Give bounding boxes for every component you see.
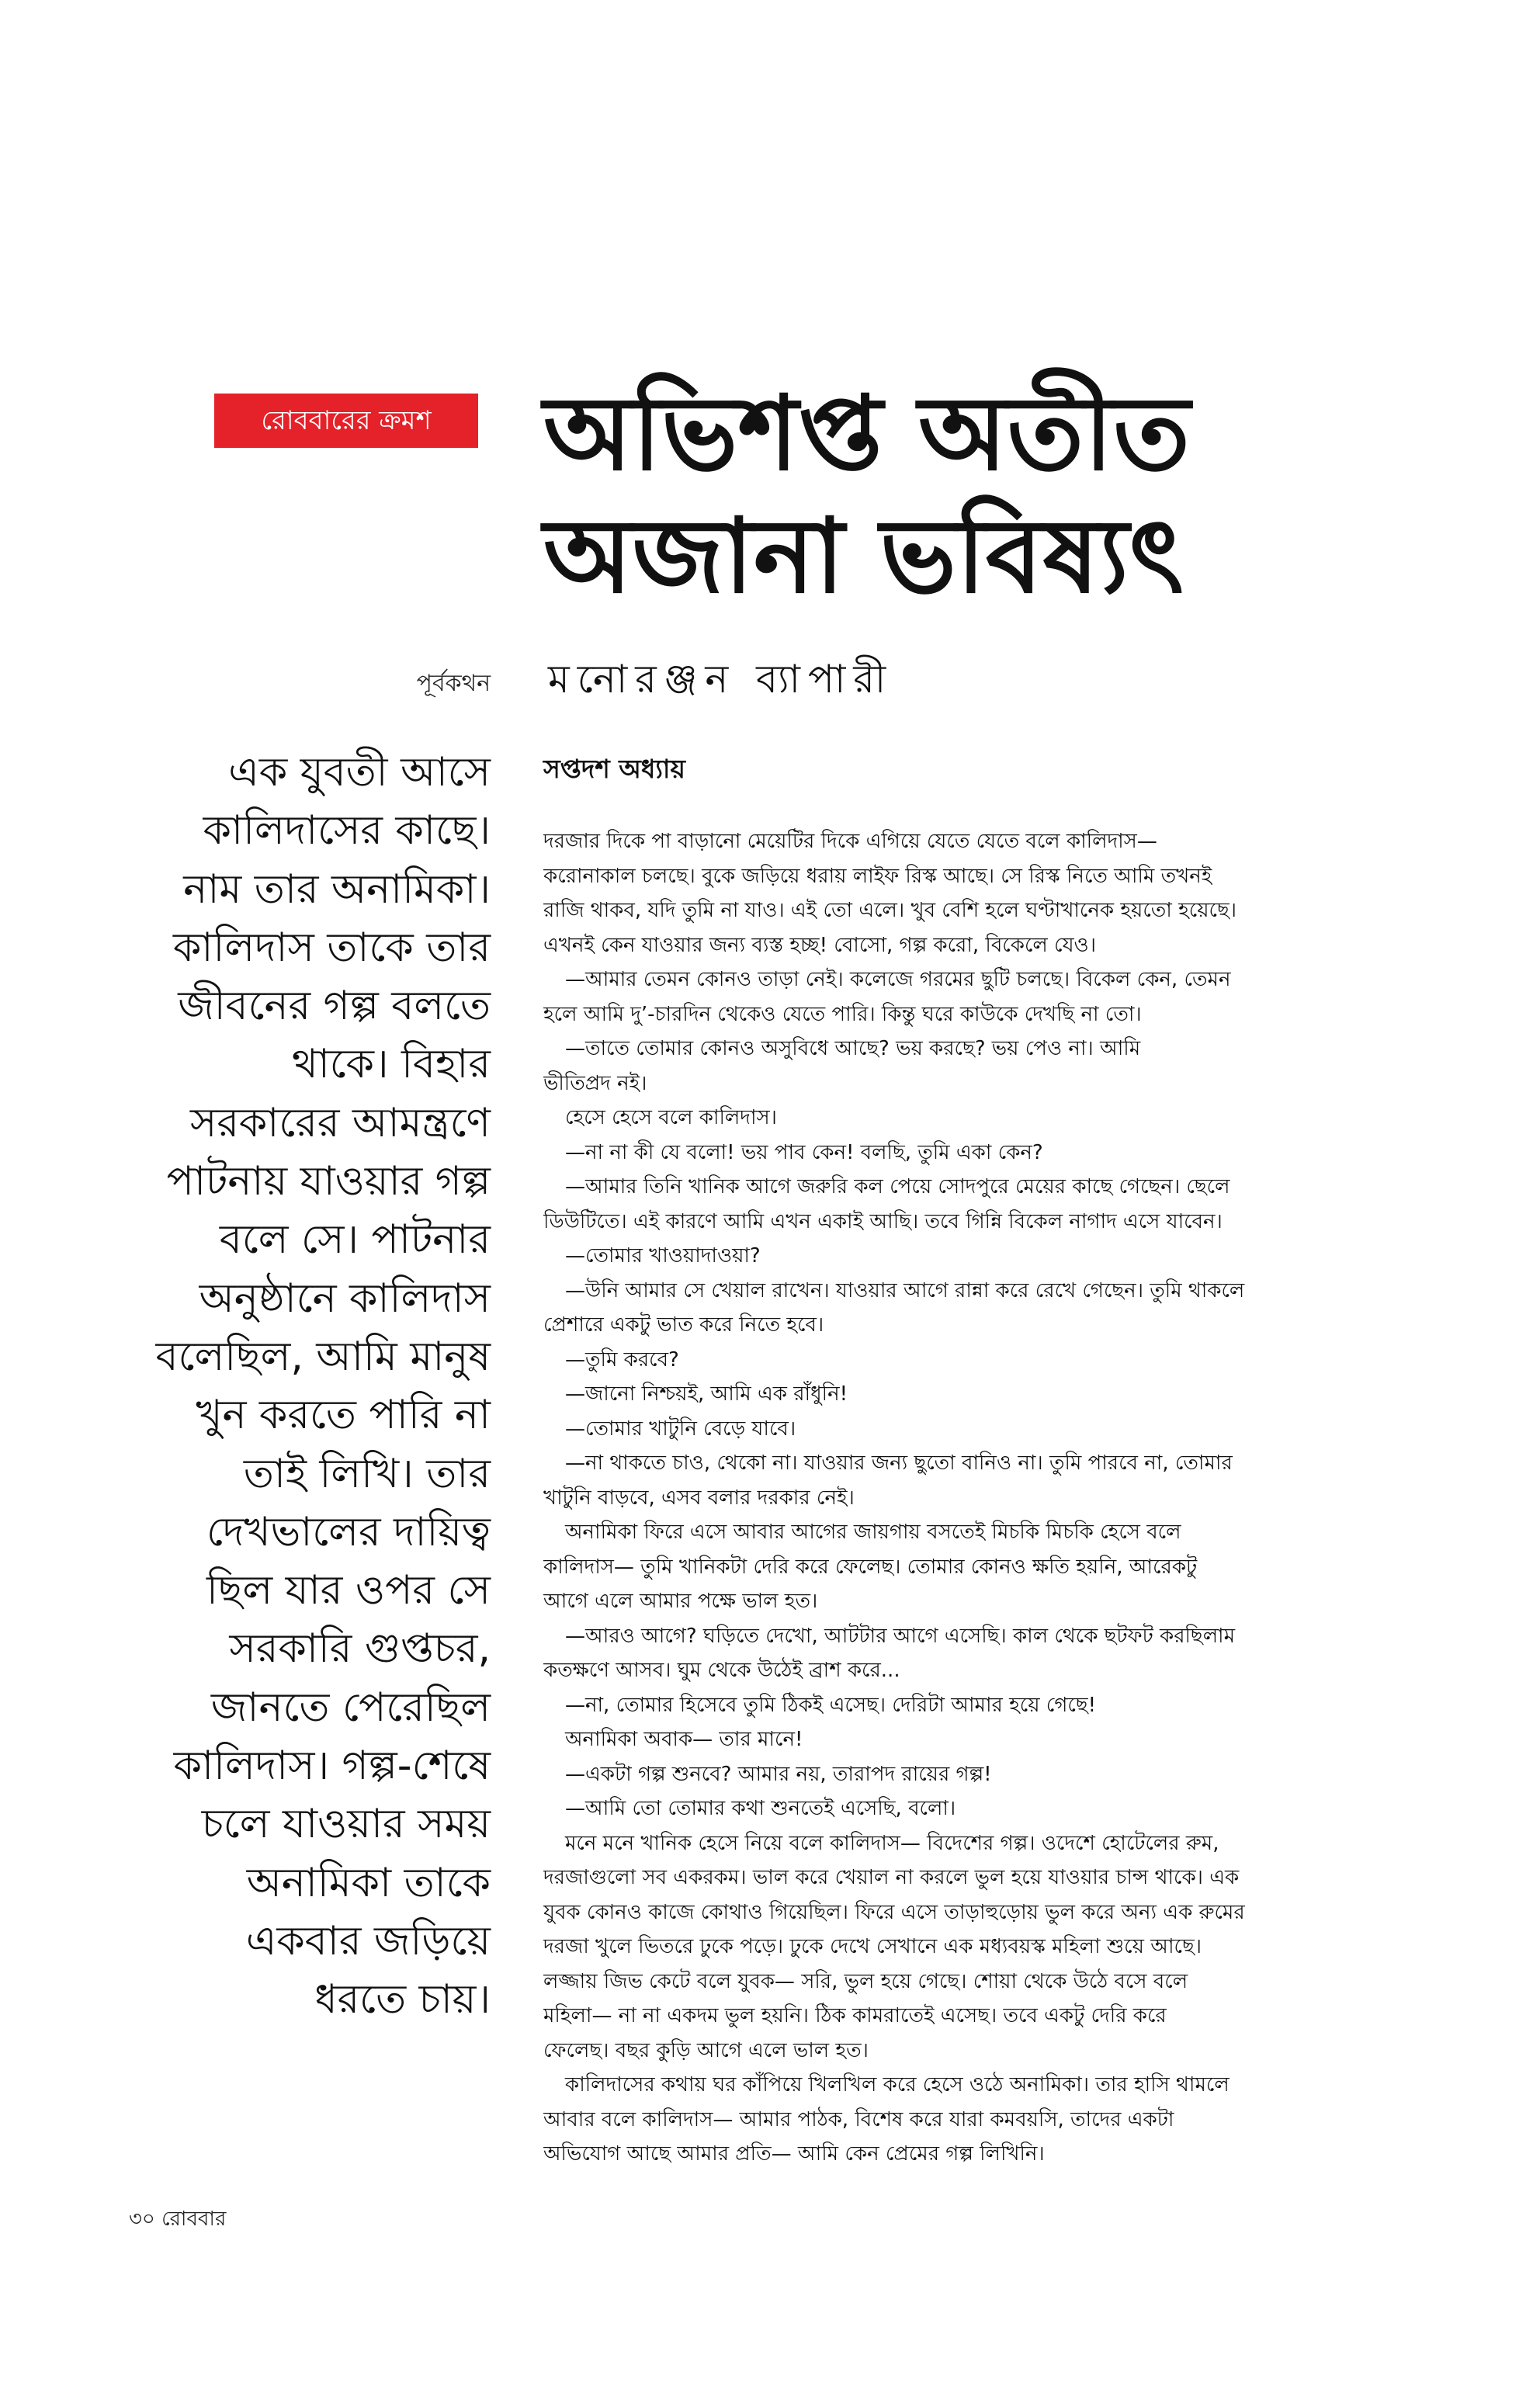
author-byline: মনোরঞ্জন ব্যাপারী bbox=[548, 657, 894, 702]
pull-quote-line: সরকারি গুপ্তচর, bbox=[229, 1625, 491, 1673]
pull-quote-line: ছিল যার ওপর সে bbox=[206, 1567, 491, 1614]
pull-quote-line: কালিদাস তাকে তার bbox=[173, 924, 491, 971]
pull-quote-line: কালিদাসের কাছে। bbox=[203, 807, 491, 855]
body-line: অভিযোগ আছে আমার প্রতি— আমি কেন প্রেমের গল্প লিখিনি। bbox=[543, 2142, 1045, 2166]
body-line: কতক্ষণে আসব। ঘুম থেকে উঠেই ব্রাশ করে... bbox=[543, 1659, 900, 1682]
body-line: খাটুনি বাড়বে, এসব বলার দরকার নেই। bbox=[543, 1486, 855, 1510]
pull-quote-line: খুন করতে পারি না bbox=[196, 1392, 491, 1439]
pull-quote-line: জীবনের গল্প বলতে bbox=[178, 983, 491, 1030]
body-line: দরজার দিকে পা বাড়ানো মেয়েটির দিকে এগিয়ে যেতে যেতে বলে কালিদাস— bbox=[543, 830, 1157, 853]
body-line: ডিউটিতে। এই কারণে আমি এখন একাই আছি। তবে গিন্নি বিকেল নাগাদ এসে যাবেন। bbox=[543, 1209, 1223, 1233]
title-line: অভিশপ্ত অতীত bbox=[543, 374, 1191, 494]
series-label: রোববারের ক্রমশ bbox=[214, 394, 478, 448]
pull-quote-line: অনুষ্ঠানে কালিদাস bbox=[199, 1275, 491, 1322]
pull-quote-line: সরকারের আমন্ত্রণে bbox=[189, 1099, 491, 1146]
pull-quote bbox=[126, 744, 491, 2030]
body-line: —আমার তেমন কোনও তাড়া নেই। কলেজে গরমের ছুটি চলছে। বিকেল কেন, তেমন bbox=[565, 968, 1231, 991]
article-title bbox=[543, 373, 1320, 618]
section-tag: পূর্বকথন bbox=[416, 670, 491, 697]
body-line: অনামিকা অবাক— তার মানে! bbox=[565, 1728, 803, 1751]
body-line: —তাতে তোমার কোনও অসুবিধে আছে? ভয় করছে? ভয় পেও না। আমি bbox=[565, 1037, 1141, 1060]
body-line: লজ্জায় জিভ কেটে বলে যুবক— সরি, ভুল হয়ে গেছে। শোয়া থেকে উঠে বসে বলে bbox=[543, 1969, 1188, 1993]
body-line: আবার বলে কালিদাস— আমার পাঠক, বিশেষ করে যারা কমবয়সি, তাদের একটা bbox=[543, 2107, 1174, 2131]
pull-quote-line: এক যুবতী আসে bbox=[228, 749, 491, 796]
pull-quote-line: একবার জড়িয়ে bbox=[245, 1917, 491, 1965]
body-line: রাজি থাকব, যদি তুমি না যাও। এই তো এলে। খুব বেশি হলে ঘণ্টাখানেক হয়তো হয়েছে। bbox=[543, 899, 1237, 922]
body-line: যুবক কোনও কাজে কোথাও গিয়েছিল। ফিরে এসে তাড়াহুড়োয় ভুল করে অন্য এক রুমের bbox=[543, 1900, 1245, 1924]
body-line: হলে আমি দু’-চারদিন থেকেও যেতে পারি। কিন্তু ঘরে কাউকে দেখছি না তো। bbox=[543, 1002, 1142, 1026]
body-line: ফেলেছ। বছর কুড়ি আগে এলে ভাল হত। bbox=[543, 2038, 869, 2062]
body-line: —না, তোমার হিসেবে তুমি ঠিকই এসেছ। দেরিটা আমার হয়ে গেছে! bbox=[565, 1693, 1097, 1717]
pull-quote-line: বলে সে। পাটনার bbox=[219, 1216, 491, 1264]
body-line: কালিদাসের কথায় ঘর কাঁপিয়ে খিলখিল করে হেসে ওঠে অনামিকা। তার হাসি থামলে bbox=[565, 2073, 1230, 2096]
body-line: —জানো নিশ্চয়ই, আমি এক রাঁধুনি! bbox=[565, 1382, 848, 1406]
body-line: অনামিকা ফিরে এসে আবার আগের জায়গায় বসতেই মিচকি মিচকি হেসে বলে bbox=[565, 1521, 1181, 1544]
body-line: —না না কী যে বলো! ভয় পাব কেন! বলছি, তুমি একা কেন? bbox=[565, 1140, 1043, 1164]
body-line: মহিলা— না না একদম ভুল হয়নি। ঠিক কামরাতেই এসেছ। তবে একটু দেরি করে bbox=[543, 2004, 1167, 2027]
body-line: —উনি আমার সে খেয়াল রাখেন। যাওয়ার আগে রান্না করে রেখে গেছেন। তুমি থাকলে bbox=[565, 1278, 1245, 1302]
body-line: —তোমার খাটুনি বেড়ে যাবে। bbox=[565, 1417, 796, 1441]
body-line: দরজা খুলে ভিতরে ঢুকে পড়ে। ঢুকে দেখে সেখানে এক মধ্যবয়স্ক মহিলা শুয়ে আছে। bbox=[543, 1935, 1202, 1958]
body-line: প্রেশারে একটু ভাত করে নিতে হবে। bbox=[543, 1313, 824, 1337]
body-line: —আমি তো তোমার কথা শুনতেই এসেছি, বলো। bbox=[565, 1797, 956, 1820]
body-line: দরজাগুলো সব একরকম। ভাল করে খেয়াল না করলে ভুল হয়ে যাওয়ার চান্স থাকে। এক bbox=[543, 1866, 1240, 1889]
article-body bbox=[543, 824, 1382, 2172]
pull-quote-line: বলেছিল, আমি মানুষ bbox=[155, 1333, 491, 1380]
pull-quote-line: ধরতে চায়। bbox=[314, 1976, 491, 2024]
body-line: —না থাকতে চাও, থেকো না। যাওয়ার জন্য ছুতো বানিও না। তুমি পারবে না, তোমার bbox=[565, 1451, 1233, 1475]
body-line: আগে এলে আমার পক্ষে ভাল হত। bbox=[543, 1590, 818, 1613]
body-line: ভীতিপ্রদ নই। bbox=[543, 1071, 647, 1095]
pull-quote-line: নাম তার অনামিকা। bbox=[183, 865, 491, 913]
body-line: কালিদাস— তুমি খানিকটা দেরি করে ফেলেছ। তোমার কোনও ক্ষতি হয়নি, আরেকটু bbox=[543, 1555, 1198, 1579]
pull-quote-line: থাকে। বিহার bbox=[292, 1041, 491, 1088]
pull-quote-line: তাই লিখি। তার bbox=[243, 1450, 491, 1497]
body-line: —তুমি করবে? bbox=[565, 1347, 679, 1372]
body-line: মনে মনে খানিক হেসে নিয়ে বলে কালিদাস— বিদেশের গল্প। ওদেশে হোটেলের রুম, bbox=[565, 1831, 1219, 1855]
pull-quote-line: কালিদাস। গল্প-শেষে bbox=[173, 1743, 491, 1790]
body-line: —আমার তিনি খানিক আগে জরুরি কল পেয়ে সোদপুরে মেয়ের কাছে গেছেন। ছেলে bbox=[565, 1175, 1230, 1198]
page-footer: ৩০ রোববার bbox=[129, 2207, 227, 2231]
pull-quote-line: চলে যাওয়ার সময় bbox=[201, 1801, 491, 1848]
pull-quote-line: জানতে পেরেছিল bbox=[210, 1684, 491, 1731]
chapter-heading: সপ্তদশ অধ্যায় bbox=[543, 754, 685, 784]
body-line: করোনাকাল চলছে। বুকে জড়িয়ে ধরায় লাইফ রিস্ক আছে। সে রিস্ক নিতে আমি তখনই bbox=[543, 864, 1212, 888]
body-line: —একটা গল্প শুনবে? আমার নয়, তারাপদ রায়ের গল্প! bbox=[565, 1762, 992, 1786]
pull-quote-line: পাটনায় যাওয়ার গল্প bbox=[166, 1158, 491, 1205]
title-line: অজানা ভবিষ্যৎ bbox=[543, 497, 1184, 616]
body-line: হেসে হেসে বলে কালিদাস। bbox=[565, 1106, 777, 1129]
pull-quote-line: দেখভালের দায়িত্ব bbox=[206, 1508, 491, 1555]
body-line: এখনই কেন যাওয়ার জন্য ব্যস্ত হচ্ছ! বোসো, গল্প করো, বিকেলে যেও। bbox=[543, 933, 1096, 957]
body-line: —তোমার খাওয়াদাওয়া? bbox=[565, 1244, 761, 1268]
body-line: —আরও আগে? ঘড়িতে দেখো, আটটার আগে এসেছি। কাল থেকে ছটফট করছিলাম bbox=[565, 1624, 1236, 1648]
pull-quote-line: অনামিকা তাকে bbox=[246, 1859, 491, 1906]
